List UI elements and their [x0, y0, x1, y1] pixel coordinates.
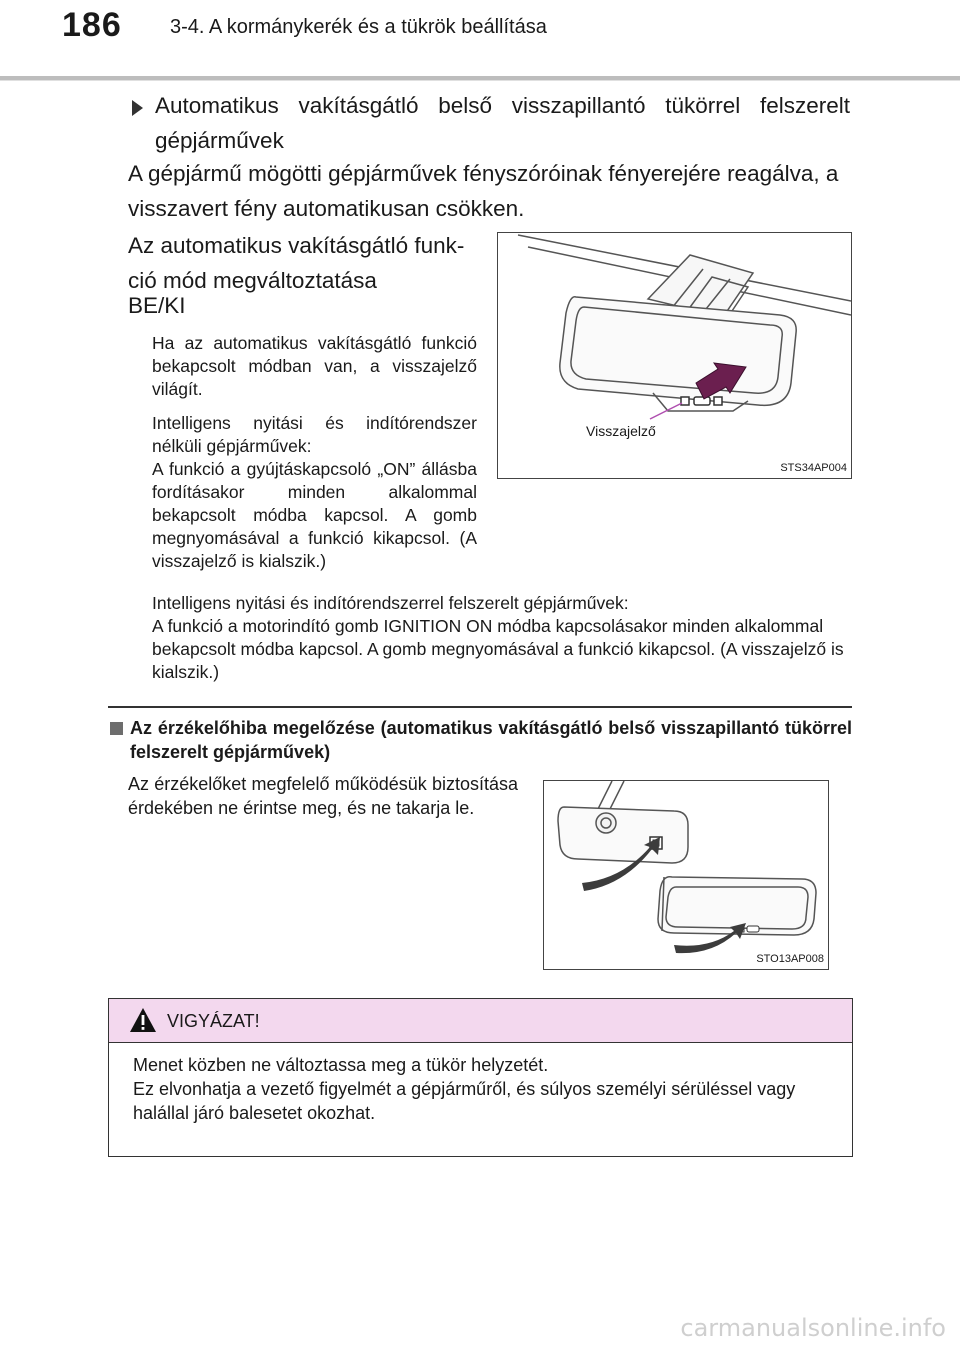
watermark: carmanualsonline.info [680, 1314, 946, 1342]
header-rule-thin [0, 80, 960, 81]
square-bullet-icon [110, 722, 123, 735]
figure-mirror-indicator [497, 232, 852, 479]
section-heading: Automatikus vakításgátló belső visszapillantó tükörrel felszerelt gépjárművek [155, 93, 850, 153]
indicator-light [681, 397, 689, 405]
warning-text: Menet közben ne változtassa meg a tükör helyzetét. Ez elvonhatja a vezető figyelmét a gépjárműről, és súlyos személyi sérüléssel vagy halállal járó balesetet okozhat. [133, 1055, 796, 1123]
figure-code: STO13AP008 [756, 953, 824, 965]
warning-title: VIGYÁZAT! [167, 1011, 260, 1031]
auto-dimming-button [694, 397, 710, 405]
page-number: 186 [62, 6, 122, 44]
intro-paragraph: A gépjármű mögötti gépjárművek fényszóróinak fényerejére reagálva, a visszavert fény automatikusan csökken. [128, 161, 839, 221]
note-indicator: Ha az automatikus vakításgátló funkció bekapcsolt módban van, a visszajelző világít. [152, 333, 477, 399]
warning-box [108, 998, 853, 1157]
sub-title: Az automatikus vakításgátló funkció mód megváltoztatása [128, 233, 465, 293]
triangle-bullet-icon [132, 100, 143, 116]
sensors-illustration [544, 781, 828, 969]
callout-indicator-label: Visszajelző [586, 423, 656, 439]
sensor-paragraph: Az érzékelőket megfelelő működésük biztosítása érdekében ne érintse meg, és ne takarja le. [128, 774, 518, 818]
figure-code: STS34AP004 [780, 462, 847, 474]
note-without-smart-key: Intelligens nyitási és indítórendszer nélküli gépjárművek: A funkció a gyújtáskapcsoló „ON” állásba fordításakor minden alkalommal bekapcsolt módba kapcsol. A gomb megnyomásával a funkció kikapcsol. (A visszajelző is kialszik.) [152, 413, 477, 571]
section-title: 3-4. A kormánykerék és a tükrök beállítása [170, 16, 547, 38]
sensor [714, 397, 722, 405]
warning-icon [129, 1007, 157, 1033]
warning-header [109, 999, 852, 1043]
mode-label: BE/KI [128, 293, 186, 318]
note-with-smart-key: Intelligens nyitási és indítórendszerrel felszerelt gépjárművek: A funkció a motorindító gomb IGNITION ON módba kapcsolásakor minden alkalommal bekapcsolt módba kapcsol. A gomb megnyomásával a funkció kikapcsol. (A visszajelző is kialszik.) [152, 593, 844, 682]
mirror-illustration [498, 233, 851, 478]
section-divider [108, 706, 852, 708]
sensor-heading: Az érzékelőhiba megelőzése (automatikus vakításgátló belső visszapillantó tükörrel felszerelt gépjárművek) [130, 718, 852, 762]
figure-mirror-sensors [543, 780, 829, 970]
